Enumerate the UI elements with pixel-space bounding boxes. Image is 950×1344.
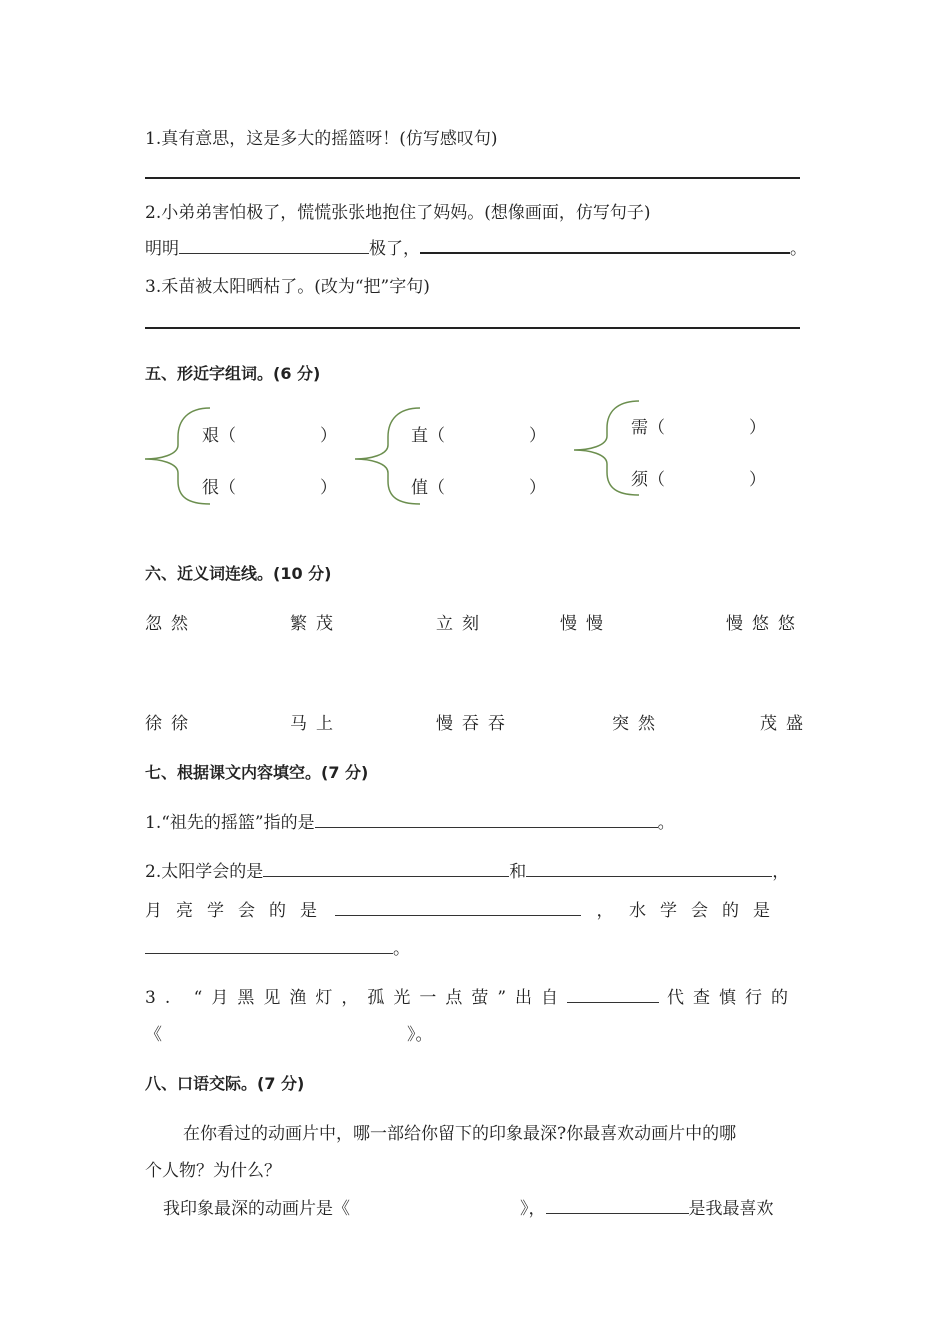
answer-blank[interactable] — [567, 984, 659, 1003]
q7-item2-moon: 月亮学会的是 — [145, 901, 331, 921]
answer-blank[interactable] — [546, 1195, 689, 1214]
q6-bottom-word[interactable]: 突然 — [612, 714, 664, 734]
q5-char: 值（ — [411, 478, 445, 498]
q5-group3-top — [631, 413, 766, 438]
q5-close: ） — [749, 470, 766, 490]
q7-item3-line2 — [145, 1020, 433, 1045]
section-8-title: 八、口语交际。(7 分) — [145, 1074, 305, 1093]
section-5-title: 五、形近字组词。(6 分) — [145, 364, 321, 383]
q8-para1: 在你看过的动画片中，哪一部给你留下的印象最深?你最喜欢动画片中的哪 — [183, 1124, 737, 1144]
q7-item1 — [145, 808, 675, 833]
q4-item2-end: 。 — [790, 239, 807, 259]
q7-item2-water: 水学会的是 — [629, 901, 784, 921]
answer-blank[interactable] — [335, 897, 581, 916]
q5-char: 需（ — [631, 418, 665, 438]
q7-item2-line1 — [145, 857, 789, 882]
q6-bottom-word[interactable]: 徐徐 — [145, 714, 197, 734]
q4-item1: 1.真有意思，这是多大的摇篮呀！(仿写感叹句) — [145, 129, 498, 149]
answer-blank[interactable] — [179, 235, 369, 254]
q5-char: 很（ — [202, 478, 236, 498]
q6-bottom-word[interactable]: 慢吞吞 — [436, 714, 514, 734]
q6-bottom-word[interactable]: 茂盛 — [760, 714, 812, 734]
q8-para3-close: 》， — [520, 1199, 546, 1219]
answer-blank[interactable] — [420, 234, 790, 254]
q7-item1-end: 。 — [657, 813, 675, 833]
q7-item2-end: 。 — [393, 939, 410, 959]
q5-close: ） — [749, 418, 766, 438]
answer-blank[interactable] — [263, 858, 509, 877]
q7-item2-comma: ， — [772, 862, 790, 882]
q7-item2-line2 — [145, 896, 784, 921]
q5-close: ） — [529, 426, 546, 446]
q5-char: 须（ — [631, 470, 665, 490]
q7-item3-prefix: 3. “月黑见渔灯，孤光一点萤”出自 — [145, 988, 568, 1008]
q5-group1-top — [202, 421, 337, 446]
section-7-title: 七、根据课文内容填空。(7 分) — [145, 763, 369, 782]
q5-close: ） — [529, 478, 546, 498]
q6-top-word[interactable]: 繁茂 — [290, 614, 342, 634]
q6-top-word[interactable]: 立刻 — [436, 614, 488, 634]
q4-item2-prefix: 明明 — [145, 239, 179, 259]
q7-item2-comma2: ， — [596, 901, 614, 921]
q7-item3-open: 《 — [145, 1025, 162, 1045]
q4-item2-answer-row — [145, 234, 807, 259]
q4-item2: 2.小弟弟害怕极了，慌慌张张地抱住了妈妈。(想像画面，仿写句子) — [145, 203, 651, 223]
q5-char: 艰（ — [202, 426, 236, 446]
q7-item2-and: 和 — [509, 862, 527, 882]
q5-close: ） — [320, 478, 337, 498]
q5-char: 直（ — [411, 426, 445, 446]
q6-bottom-word[interactable]: 马上 — [290, 714, 342, 734]
q8-para3-prefix: 我印象最深的动画片是《 — [163, 1199, 350, 1219]
q8-para2: 个人物？为什么？ — [145, 1161, 281, 1181]
q8-para3-end: 是我最喜欢 — [688, 1199, 774, 1219]
q5-group3-bottom — [631, 465, 766, 490]
answer-blank[interactable] — [145, 935, 393, 954]
answer-blank[interactable] — [526, 858, 772, 877]
section-6-title: 六、近义词连线。(10 分) — [145, 564, 332, 583]
q5-group2-bottom — [411, 473, 546, 498]
q6-top-word[interactable]: 慢慢 — [560, 614, 612, 634]
answer-blank[interactable] — [315, 809, 658, 828]
answer-line[interactable] — [145, 177, 800, 179]
q8-para3 — [163, 1194, 774, 1219]
q4-item3: 3.禾苗被太阳晒枯了。(改为“把”字句) — [145, 277, 430, 297]
q6-top-word[interactable]: 忽然 — [145, 614, 197, 634]
q7-item2-line3 — [145, 934, 410, 959]
q7-item3-mid: 代查慎行的 — [667, 988, 798, 1008]
answer-line[interactable] — [145, 327, 800, 329]
q5-group1-bottom — [202, 473, 337, 498]
q5-group2-top — [411, 421, 546, 446]
q7-item1-prefix: 1.“祖先的摇篮”指的是 — [145, 813, 315, 833]
q6-top-word[interactable]: 慢悠悠 — [726, 614, 804, 634]
q7-item2-prefix: 2.太阳学会的是 — [145, 862, 264, 882]
q4-item2-mid: 极了， — [369, 239, 420, 259]
q7-item3-close: 》。 — [407, 1025, 433, 1045]
q7-item3-line1 — [145, 983, 797, 1008]
q5-close: ） — [320, 426, 337, 446]
